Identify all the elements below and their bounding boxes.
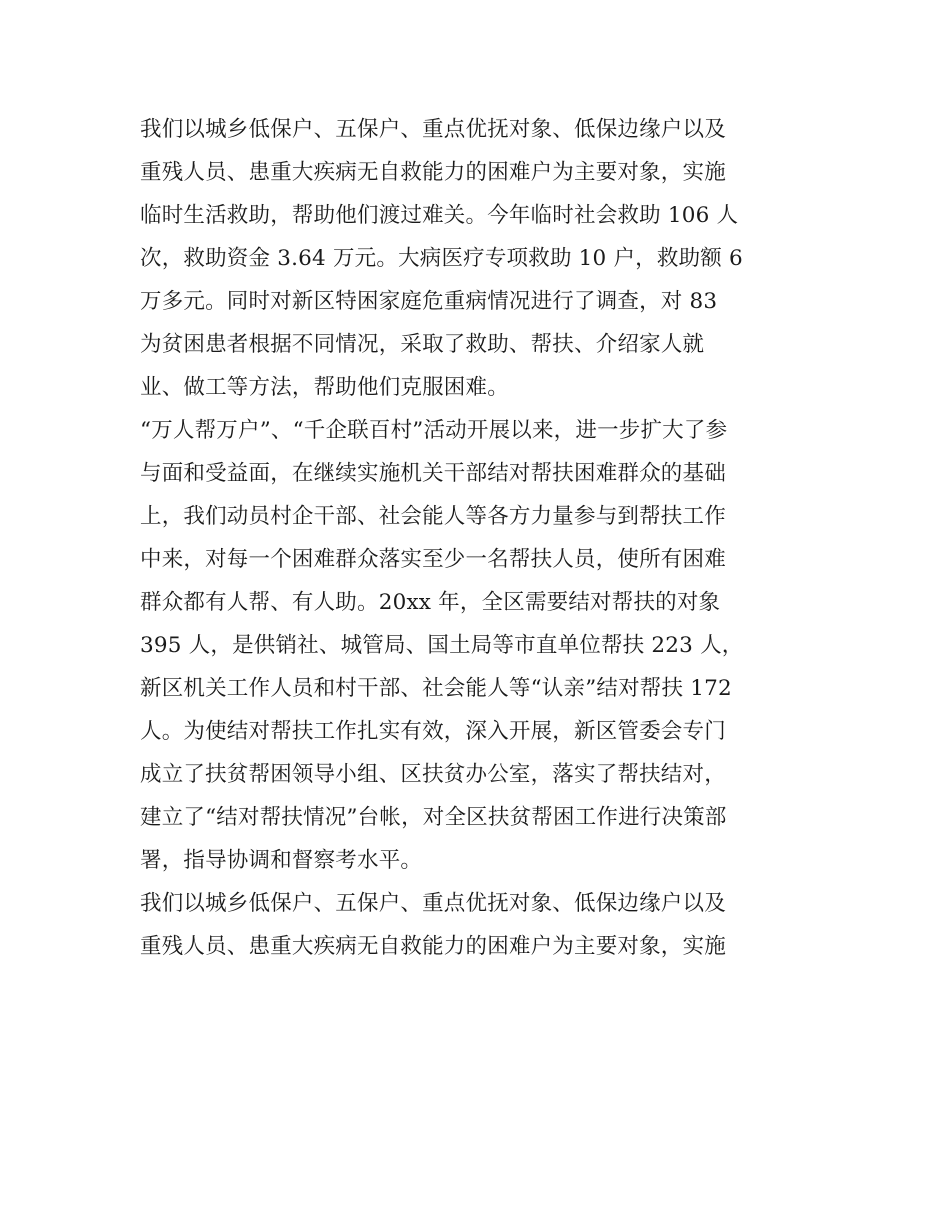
text-line: 与面和受益面，在继续实施机关干部结对帮扶困难群众的基础 (140, 461, 726, 486)
text-line: 上，我们动员村企干部、社会能人等各方力量参与到帮扶工作 (140, 504, 726, 529)
text-line: 署，指导协调和督察考水平。 (140, 848, 423, 873)
text-line: 成立了扶贫帮困领导小组、区扶贫办公室，落实了帮扶结对， (140, 762, 726, 787)
text-line: 次，救助资金 3.64 万元。大病医疗专项救助 10 户，救助额 6 (140, 246, 743, 271)
text-line: 群众都有人帮、有人助。20xx 年，全区需要结对帮扶的对象 (140, 590, 721, 615)
text-line: 业、做工等方法，帮助他们克服困难。 (140, 375, 509, 400)
text-line: 新区机关工作人员和村干部、社会能人等“认亲”结对帮扶 172 (140, 676, 732, 701)
text-line: 395 人，是供销社、城管局、国土局等市直单位帮扶 223 人， (140, 633, 744, 658)
text-line: “万人帮万户”、“千企联百村”活动开展以来，进一步扩大了参 (140, 418, 728, 443)
text-line: 临时生活救助，帮助他们渡过难关。今年临时社会救助 106 人 (140, 203, 739, 228)
text-line: 万多元。同时对新区特困家庭危重病情况进行了调查，对 83 (140, 289, 718, 314)
document-body (140, 108, 820, 968)
text-line: 重残人员、患重大疾病无自救能力的困难户为主要对象，实施 (140, 160, 726, 185)
text-line: 人。为使结对帮扶工作扎实有效，深入开展，新区管委会专门 (140, 719, 726, 744)
text-line: 重残人员、患重大疾病无自救能力的困难户为主要对象，实施 (140, 934, 726, 959)
text-line: 我们以城乡低保户、五保户、重点优抚对象、低保边缘户以及 (140, 891, 726, 916)
text-line: 建立了“结对帮扶情况”台帐，对全区扶贫帮困工作进行决策部 (140, 805, 727, 830)
text-line: 我们以城乡低保户、五保户、重点优抚对象、低保边缘户以及 (140, 117, 726, 142)
text-line: 中来，对每一个困难群众落实至少一名帮扶人员，使所有困难 (140, 547, 726, 572)
text-line: 为贫困患者根据不同情况，采取了救助、帮扶、介绍家人就 (140, 332, 705, 357)
